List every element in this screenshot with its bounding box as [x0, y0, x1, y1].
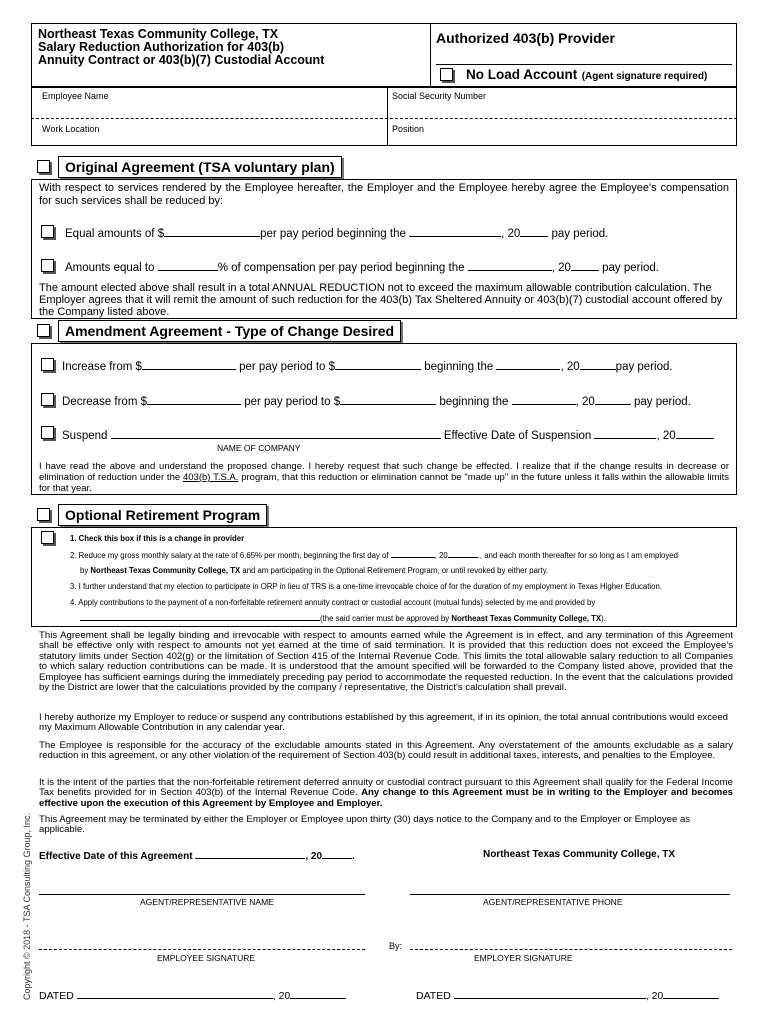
orp-checkbox[interactable] — [37, 508, 50, 521]
increase-year-prefix: , 20 — [560, 361, 580, 373]
agent-phone-line[interactable] — [410, 894, 730, 895]
orp-title: Optional Retirement Program — [58, 504, 267, 526]
employer-signature-label: EMPLOYER SIGNATURE — [474, 953, 573, 963]
copyright-notice: Copyright © 2018 - TSA Consulting Group, Inc. — [22, 812, 32, 1000]
equal-amounts-checkbox[interactable] — [41, 225, 54, 238]
orp-begin-input[interactable] — [391, 550, 435, 558]
decrease-year-prefix: , 20 — [575, 396, 595, 408]
orp-item2 — [70, 550, 678, 560]
increase-checkbox[interactable] — [41, 358, 54, 371]
percent-text: % of compensation per pay period beginning the — [217, 262, 465, 274]
effective-year-input[interactable] — [322, 849, 352, 859]
percent-checkbox[interactable] — [41, 259, 54, 272]
original-agreement-checkbox[interactable] — [37, 160, 50, 173]
employee-dated-label: DATED — [39, 990, 74, 1002]
change-provider-checkbox[interactable] — [41, 531, 54, 544]
provider-title: Authorized 403(b) Provider — [436, 30, 615, 46]
employer-dated-input[interactable] — [454, 989, 646, 999]
original-closing: The amount elected above shall result in a total ANNUAL REDUCTION not to exceed the maximum allowable contribution calculation. The Employer agrees that it will remit the amount of such reduction for the 403(b) Tax Sheltered Annuity or 403(b)(7) custodial account offered by the Company listed above. — [39, 282, 723, 318]
no-load-text: No Load Account — [466, 67, 578, 82]
percent-year-prefix: , 20 — [551, 262, 571, 274]
equal-amount-input[interactable] — [164, 227, 260, 237]
employer-dated-year-prefix: , 20 — [645, 990, 664, 1002]
employer-dated-row — [416, 989, 719, 1002]
orp-item2-line2 — [80, 566, 548, 575]
effective-year-prefix: , 20 — [305, 851, 323, 862]
notice-text-2: program, that this reduction or elimination cannot be "made up" in the future unless it falls within the allowable limits for that year. — [39, 472, 730, 494]
orp-item3: 3. I further understand that my election to participate in ORP in lieu of TRS is a one-time irrevocable choice of for the duration of my employment in Texas Higher Education. — [70, 582, 662, 591]
orp-college: Northeast Texas Community College, TX — [90, 566, 241, 575]
increase-text: per pay period to $ — [239, 361, 336, 373]
suspension-date-input[interactable] — [594, 429, 656, 439]
decrease-row — [62, 395, 691, 408]
orp-item1: 1. Check this box if this is a change in provider — [70, 534, 245, 543]
decrease-begin-text: beginning the — [439, 396, 509, 408]
agent-name-label: AGENT/REPRESENTATIVE NAME — [140, 897, 274, 907]
decrease-label: Decrease from $ — [62, 396, 148, 408]
effective-date-label: Effective Date of this Agreement — [39, 851, 193, 862]
equal-period-text: pay period. — [551, 228, 609, 240]
legal-p5: This Agreement may be terminated by either the Employer or Employee upon thirty (30) days notice to the Company and to the Employer or Employee as applicable. — [39, 814, 691, 836]
employee-dated-input[interactable] — [77, 989, 273, 999]
percent-period-text: pay period. — [602, 262, 659, 274]
title-line-3: Annuity Contract or 403(b)(7) Custodial Account — [38, 53, 325, 67]
legal-p4 — [39, 778, 733, 809]
employee-name-field[interactable]: Employee Name — [42, 91, 109, 101]
orp-year-input[interactable] — [448, 550, 478, 558]
increase-to-input[interactable] — [335, 360, 421, 370]
amendment-checkbox[interactable] — [37, 324, 50, 337]
decrease-date-input[interactable] — [512, 395, 576, 405]
college-signature-heading: Northeast Texas Community College, TX — [483, 849, 676, 860]
orp-carrier-college: Northeast Texas Community College, TX — [451, 614, 602, 623]
decrease-period-text: pay period. — [633, 396, 691, 408]
legal-p3: The Employee is responsible for the accuracy of the excludable amounts stated in this Agreement. Any overstatement of the amounts excludable as a salary reduction in this agreement, or any other violation of the requirement of Section 403(b) could result in additional taxes, interests, and penalties to the Employee. — [39, 740, 733, 762]
amendment-title: Amendment Agreement - Type of Change Desired — [58, 320, 401, 342]
title-line-2: Salary Reduction Authorization for 403(b) — [38, 40, 285, 54]
orp-carrier-end: ). — [601, 614, 606, 623]
effective-date-row: Effective Date of this Agreement , 20 . — [39, 851, 355, 862]
increase-period-text: pay period. — [615, 361, 673, 373]
equal-year-input[interactable] — [520, 227, 548, 237]
legal-p4-text: It is the intent of the parties that the non-forfeitable retirement deferred annuity or custodial contract pursuant to this Agreement shall qualify for the Federal Income Tax benefits provided for in Section 403(b) of the Internal Revenue Code. — [39, 777, 733, 799]
legal-p1: This Agreement shall be legally binding and irrevocable with respect to amounts earned while the Agreement is in effect, and any termination of this Agreement shall be effective only with respect to amounts not yet earned at the time of said termination. It is provided that this reduction does not exceed the Employee's statutory limits under Section 402(g) or the limitation of Section 415 of the Internal Revenue Code. This limits the total allowable salary reduction to all Companies to which salary reduction contributions can be made. It is understood that the amount specified will be forwarded to the Company listed above, provided that the Employee has sufficient earnings during the immediately preceding pay period to accommodate the requested reduction. In the event that the calculations provided by the District are lower that the calculations provided by the company / representative, the District's calculation shall prevail. — [39, 630, 733, 694]
increase-label: Increase from $ — [62, 361, 142, 373]
suspension-year-input[interactable] — [676, 429, 714, 439]
employer-signature-line[interactable] — [410, 949, 732, 950]
percent-begin-date-input[interactable] — [468, 261, 552, 271]
orp-item4: 4. Apply contributions to the payment of a non-forfeitable retirement annuity contract or custodial account (mutual funds) selected by me and provided by — [70, 598, 596, 607]
employer-dated-label: DATED — [416, 990, 451, 1002]
orp-year-prefix: , 20 — [434, 551, 448, 560]
orp-item4-line2 — [80, 613, 606, 623]
orp-by: by — [80, 566, 89, 575]
orp-carrier-input[interactable] — [80, 613, 320, 621]
company-name-input[interactable] — [111, 429, 441, 439]
by-label: By: — [389, 941, 403, 951]
equal-amounts-label: Equal amounts of $ — [65, 228, 165, 240]
employer-dated-year-input[interactable] — [663, 989, 719, 999]
position-field[interactable]: Position — [392, 124, 425, 134]
decrease-to-input[interactable] — [340, 395, 436, 405]
notice-text-1: I have read the above and understand the proposed change. I hereby request that such change be effected. I realize that if the change results in decrease or elimination of reduction under the — [39, 461, 729, 483]
form-title — [38, 28, 324, 67]
percent-input[interactable] — [158, 261, 218, 271]
orp-carrier-note: (the said carrier must be approved by — [320, 614, 450, 623]
decrease-checkbox[interactable] — [41, 393, 54, 406]
college-name: Northeast Texas Community College, TX — [38, 27, 279, 41]
increase-year-input[interactable] — [580, 360, 616, 370]
equal-amounts-row — [65, 227, 608, 240]
orp-item2-cont: ., and each month thereafter for so long as I am employed — [477, 551, 678, 560]
effective-date-input[interactable] — [195, 849, 305, 859]
suspend-checkbox[interactable] — [41, 426, 54, 439]
agent-phone-label: AGENT/REPRESENTATIVE PHONE — [483, 897, 623, 907]
legal-p4-bold: Any change to this Agreement must be in writing to the Employer and becomes effective upon the execution of this Agreement by Employee and Employer. — [39, 787, 733, 809]
employee-dated-year-prefix: , 20 — [272, 990, 291, 1002]
employee-signature-label: EMPLOYEE SIGNATURE — [157, 953, 256, 963]
equal-year-prefix: , 20 — [501, 228, 521, 240]
percent-year-input[interactable] — [571, 261, 599, 271]
no-load-label — [466, 66, 707, 84]
suspend-row — [62, 429, 714, 442]
increase-date-input[interactable] — [496, 360, 560, 370]
company-caption: NAME OF COMPANY — [217, 443, 301, 453]
no-load-note: (Agent signature required) — [581, 71, 708, 82]
agent-name-line[interactable] — [39, 894, 365, 895]
equal-begin-date-input[interactable] — [409, 227, 501, 237]
percent-row — [65, 261, 659, 274]
increase-begin-text: beginning the — [424, 361, 494, 373]
decrease-text: per pay period to $ — [244, 396, 341, 408]
orp-item2-end: and am participating in the Optional Retirement Program, or until revoked by either party. — [242, 566, 549, 575]
percent-label: Amounts equal to — [65, 262, 155, 274]
employee-signature-line[interactable] — [39, 949, 365, 950]
employee-dated-year-input[interactable] — [290, 989, 346, 999]
original-agreement-title: Original Agreement (TSA voluntary plan) — [58, 156, 342, 178]
suspension-year-prefix: , 20 — [656, 430, 676, 442]
decrease-year-input[interactable] — [595, 395, 631, 405]
no-load-checkbox[interactable] — [440, 68, 453, 81]
legal-p2: I hereby authorize my Employer to reduce or suspend any contributions established by this agreement, if in its opinion, the total annual contributions would exceed my Maximum Allowable Contribution in any calendar year. — [39, 712, 729, 734]
employee-dated-row — [39, 989, 346, 1002]
ssn-field[interactable]: Social Security Number — [392, 91, 487, 101]
tsa-link[interactable]: 403(b) T.S.A. — [182, 472, 239, 483]
fields-divider — [387, 87, 388, 146]
increase-from-input[interactable] — [142, 360, 236, 370]
work-location-field[interactable]: Work Location — [42, 124, 100, 134]
fields-midline — [31, 118, 737, 119]
decrease-from-input[interactable] — [147, 395, 241, 405]
employee-fields-box — [31, 87, 737, 146]
increase-row — [62, 360, 673, 373]
equal-amounts-text: per pay period beginning the — [260, 228, 406, 240]
suspension-date-label: Effective Date of Suspension — [443, 430, 592, 442]
suspend-label: Suspend — [62, 430, 108, 442]
orp-item2-text: 2. Reduce my gross monthly salary at the rate of 6.65% per month, beginning the first day of — [70, 551, 389, 560]
amendment-notice — [39, 461, 729, 494]
original-intro: With respect to services rendered by the Employee hereafter, the Employer and the Employee hereby agree the Employee's compensation for such services shall be reduced by: — [39, 182, 729, 207]
header-divider — [430, 23, 431, 87]
provider-line[interactable] — [436, 64, 732, 65]
